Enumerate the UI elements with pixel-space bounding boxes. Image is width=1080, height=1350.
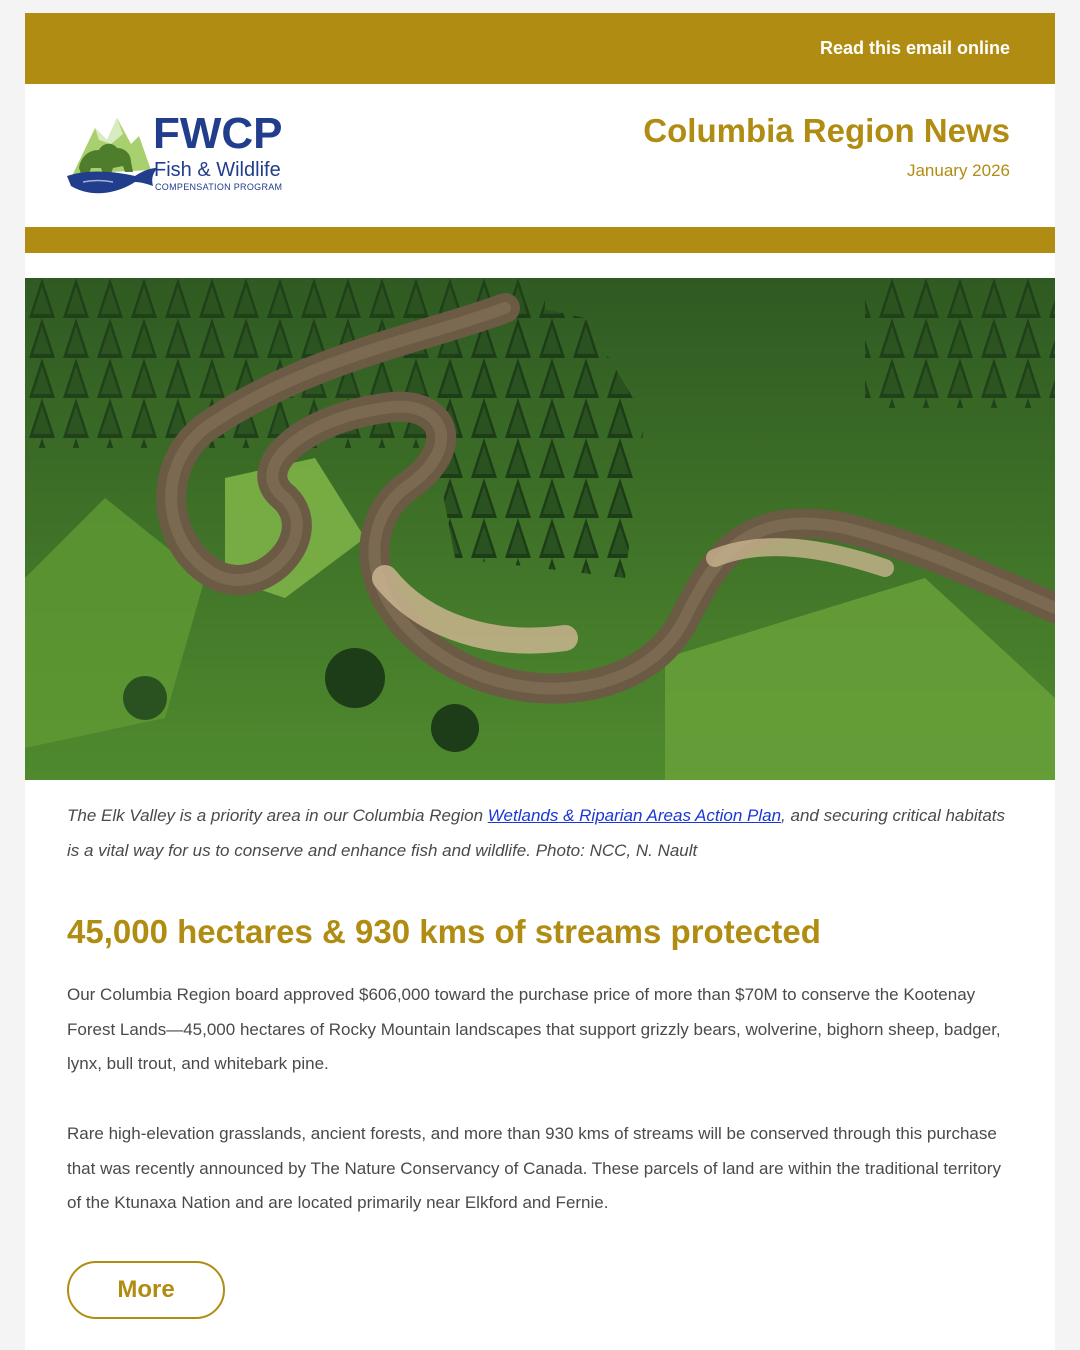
email-container (25, 13, 1055, 1350)
photo-caption (67, 798, 1017, 868)
aerial-river-photo-icon (25, 278, 1055, 780)
header-divider-bar (25, 227, 1055, 253)
more-button[interactable]: More (67, 1261, 225, 1319)
newsletter-title: Columbia Region News (643, 112, 1010, 149)
bear-mountain-fish-logo-icon (65, 110, 160, 204)
logo-subname: COMPENSATION PROGRAM (155, 182, 283, 192)
article-paragraph-1: Our Columbia Region board approved $606,000 toward the purchase price of more than $70M to conserve the Kootenay Forest Lands—45,000 hectares of Rocky Mountain landscapes that support grizzly bears, wolverine, bighorn sheep, badger, lynx, bull trout, and whitebark pine. (67, 985, 1001, 1073)
hero-image (25, 278, 1055, 780)
caption-text-end: , and securing critical habitats is a vital way for us to conserve and enhance fish and wildlife. Photo: NCC, N. Nault (67, 806, 1005, 860)
email-header (25, 84, 1055, 227)
action-plan-link[interactable]: Wetlands & Riparian Areas Action Plan (487, 806, 782, 825)
article-paragraph-2: Rare high-elevation grasslands, ancient forests, and more than 930 kms of streams will be conserved through this purchase that was recently announced by The Nature Conservancy of Canada. These parcels of land are within the traditional territory of the Ktunaxa Nation and are located primarily near Elkford and Fernie. (67, 1124, 1001, 1212)
article-headline: 45,000 hectares & 930 kms of streams protected (67, 913, 821, 950)
logo-name: Fish & Wildlife (154, 159, 281, 181)
read-online-link[interactable]: Read this email online (819, 38, 1010, 58)
top-banner (25, 13, 1055, 84)
fwcp-logo[interactable] (65, 110, 305, 204)
newsletter-date: January 2026 (906, 161, 1010, 180)
caption-text-start: The Elk Valley is a priority area in our Columbia Region (67, 806, 488, 825)
logo-acronym: FWCP (153, 109, 283, 158)
